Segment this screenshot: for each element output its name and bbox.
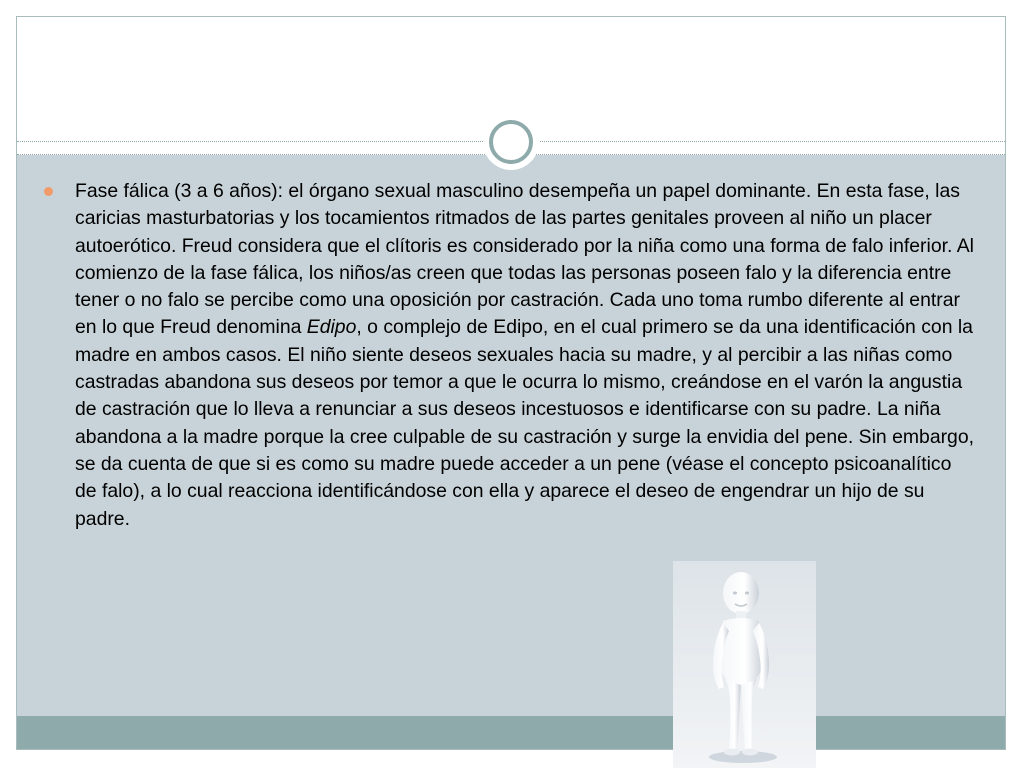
- footer-band: [17, 716, 1005, 749]
- paragraph-text-part2: , o complejo de Edipo, en el cual primero se da una identificación con la madre en ambos casos. El niño siente deseos sexuales hacia su madre, y al percibir a las niñas como castradas abandona sus deseos por temor a que le ocurra lo mismo, creándose en el varón la angustia de castración que lo lleva a renunciar a sus deseos incestuosos e identificarse con su padre. La niña abandona a la madre porque la cree culpable de su castración y surge la envidia del pene. Sin embargo, se da cuenta de que si es como su madre puede acceder a un pene (véase el concepto psicoanalítico de falo), a lo cual reacciona identificándose con ella y aparece el deseo de engendrar un hijo de su padre.: [75, 316, 975, 530]
- body-paragraph: [75, 178, 975, 533]
- bullet-icon: [44, 187, 53, 196]
- decorative-ring-icon: [483, 114, 539, 170]
- child-mannequin-image: [673, 561, 816, 768]
- paragraph-emphasis-edipo: Edipo: [306, 316, 357, 339]
- mannequin-illustration: [673, 561, 816, 768]
- ring-inner: [489, 120, 533, 164]
- paragraph-text-part1: Fase fálica (3 a 6 años): el órgano sexual masculino desempeña un papel dominante. En esta fase, las caricias masturbatorias y los tocamientos ritmados de las partes genitales proveen al niño un placer autoerótico. Freud considera que el clítoris es considerado por la niña como una forma de falo inferior. Al comienzo de la fase fálica, los niños/as creen que todas las personas poseen falo y la diferencia entre tener o no falo se percibe como una oposición por castración. Cada uno toma rumbo diferente al entrar en lo que Freud denomina: [75, 180, 974, 339]
